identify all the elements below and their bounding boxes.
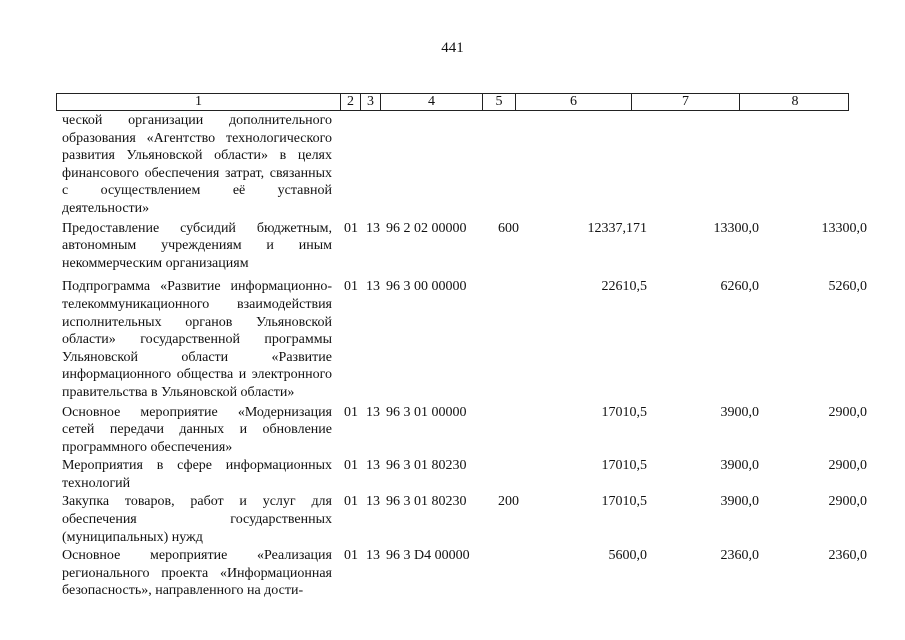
row-name: Предоставление субсидий бюджетным, автономным учреждениям и иным некоммерческим организациям: [62, 220, 332, 271]
row-csr: 96 3 01 80230: [386, 494, 467, 510]
row-name: Подпрограмма «Развитие информационно-телекоммуникационного взаимодействия исполнительных органов Ульяновской области» государственной программы Ульяновской области «Развитие информационного общества и электронного правительства в Ульяновской области»: [62, 279, 332, 400]
table-header: [56, 93, 849, 111]
row-csr: 96 3 01 80230: [386, 458, 467, 474]
row-name: Закупка товаров, работ и услуг для обеспечения государственных (муниципальных) нужд: [62, 494, 332, 545]
header-col-1: 1: [57, 94, 341, 110]
row-csr: 96 3 01 00000: [386, 404, 467, 420]
row-csr: 96 2 02 00000: [386, 220, 467, 236]
table-body: [0, 112, 905, 600]
row-vr: [498, 404, 542, 457]
table-row: [0, 404, 905, 457]
table-row: [0, 547, 905, 600]
row-value-2026: 13300,0: [821, 220, 867, 236]
header-col-8: 8: [791, 94, 799, 109]
row-value-2025: 6260,0: [720, 279, 759, 295]
row-value-2025: 3900,0: [720, 458, 759, 474]
page-number: 441: [441, 40, 464, 56]
row-value-2024: 12337,171: [587, 220, 647, 236]
row-csr: 96 3 00 00000: [386, 279, 467, 295]
header-col-2: 2: [341, 94, 361, 110]
header-col-4: 4: [381, 94, 483, 110]
row-razdel: 01: [344, 458, 358, 474]
row-value-2024: 17010,5: [601, 494, 647, 510]
row-name: Мероприятия в сфере информационных технологий: [62, 458, 332, 491]
row-razdel: 01: [344, 494, 358, 510]
table-row: [0, 278, 905, 401]
row-podrazdel: 13: [366, 548, 380, 564]
row-value-2024: 22610,5: [601, 279, 647, 295]
header-col-3: 3: [361, 94, 381, 110]
row-podrazdel: 13: [366, 494, 380, 510]
header-col-6: 6: [516, 94, 632, 110]
table-row: [0, 112, 905, 218]
row-value-2024: 17010,5: [601, 404, 647, 420]
row-vr: 600: [498, 220, 519, 236]
row-csr: 96 3 D4 00000: [386, 548, 470, 564]
table-row: [0, 493, 905, 546]
row-value-2025: 3900,0: [720, 404, 759, 420]
header-col-5: 5: [483, 94, 516, 110]
row-vr: 200: [498, 494, 519, 510]
row-value-2026: 2360,0: [828, 548, 867, 564]
row-name: ческой организации дополнительного образования «Агентство технологического развития Ульяновской области» в целях финансового обеспечения затрат, связанных с осуществлением её уставной деятельности»: [62, 113, 332, 216]
row-razdel: 01: [344, 404, 358, 420]
row-value-2026: 2900,0: [828, 458, 867, 474]
row-podrazdel: 13: [366, 404, 380, 420]
row-podrazdel: 13: [366, 458, 380, 474]
row-value-2024: 5600,0: [608, 548, 647, 564]
row-vr: [498, 547, 542, 600]
row-name: Основное мероприятие «Реализация регионального проекта «Информационная безопасность», направленного на дости-: [62, 548, 332, 599]
row-podrazdel: 13: [366, 279, 380, 295]
row-value-2026: 2900,0: [828, 494, 867, 510]
row-vr: [498, 278, 542, 401]
table-row: [0, 457, 905, 492]
row-value-2026: 2900,0: [828, 404, 867, 420]
row-vr: [498, 457, 542, 492]
row-value-2026: 5260,0: [828, 279, 867, 295]
row-razdel: 01: [344, 279, 358, 295]
row-razdel: 01: [344, 220, 358, 236]
row-razdel: 01: [344, 548, 358, 564]
row-podrazdel: 13: [366, 220, 380, 236]
row-value-2025: 3900,0: [720, 494, 759, 510]
header-col-7: 7: [632, 94, 740, 110]
row-value-2025: 13300,0: [713, 220, 759, 236]
row-name: Основное мероприятие «Модернизация сетей передачи данных и обновление программного обеспечения»: [62, 404, 332, 455]
table-row: [0, 220, 905, 273]
row-value-2025: 2360,0: [720, 548, 759, 564]
row-value-2024: 17010,5: [601, 458, 647, 474]
